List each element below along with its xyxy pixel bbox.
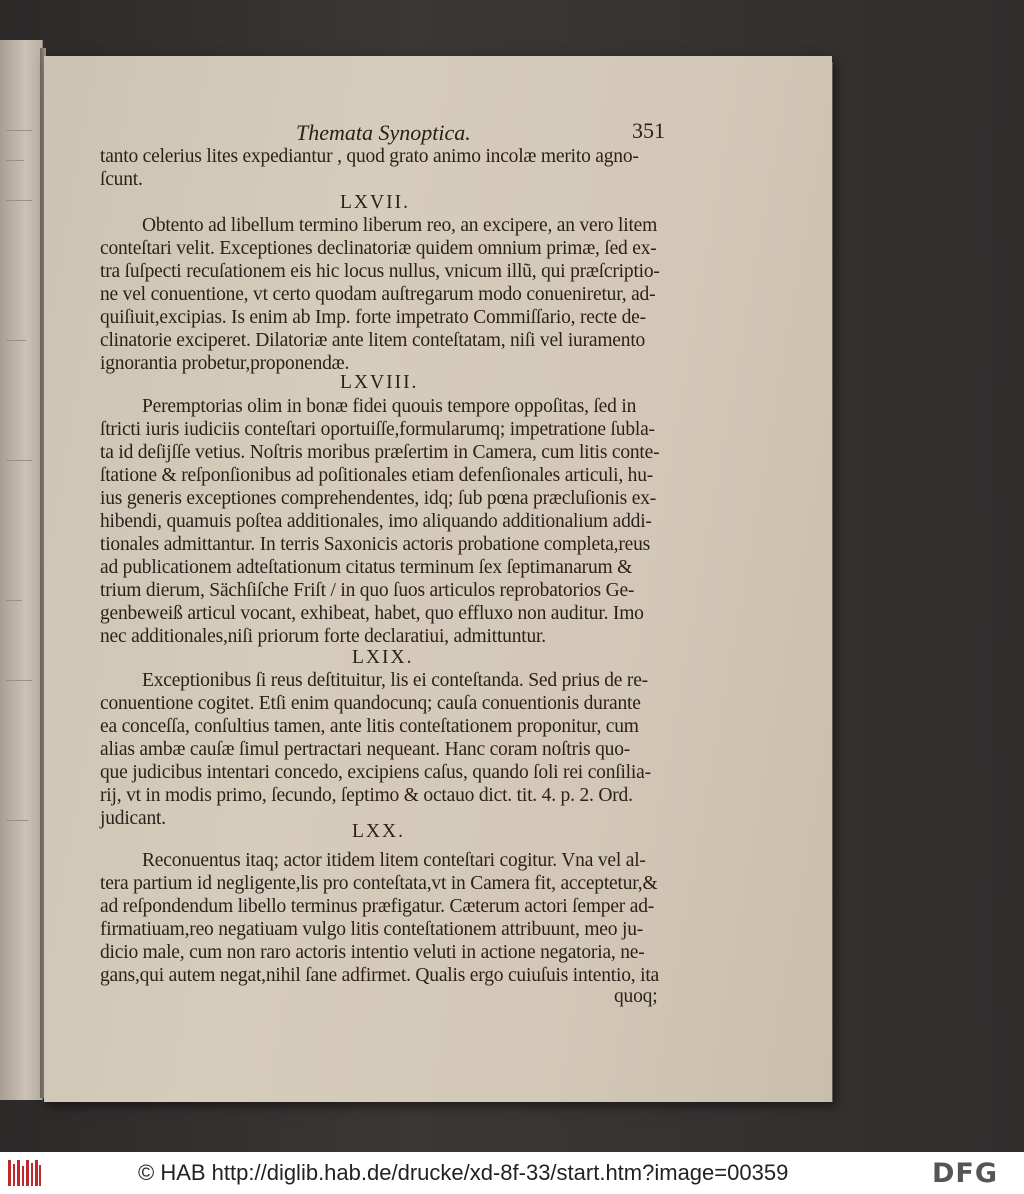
text-line: conuentione cogitet. Etſi enim quandocunq; cauſa conuentionis durante [100,693,641,714]
section-numeral: LXVIII. [340,372,419,393]
running-head: Themata Synoptica. [296,120,471,145]
text-line: conteſtari velit. Exceptiones declinatoriæ quidem omnium primæ, ſed ex- [100,238,657,259]
previous-page-edge [0,40,43,1100]
section-numeral: LXIX. [352,647,414,668]
text-line: ea conceſſa, conſultius tamen, ante litis conteſtationem proponitur, cum [100,716,639,737]
book-page [44,56,832,1102]
catchword: quoq; [614,986,658,1007]
text-line: Exceptionibus ſi reus deſtituitur, lis ei conteſtanda. Sed prius de re- [142,670,648,691]
section-numeral: LXX. [352,821,405,842]
text-line: gans,qui autem negat,nihil ſane adfirmet. Qualis ergo cuiuſuis intentio, ita [100,965,660,986]
page-number: 351 [632,118,665,143]
text-line: tionales admittantur. In terris Saxonicis actoris probatione completa,reus [100,534,651,555]
text-line: nec additionales,niſi priorum forte declaratiui, admittuntur. [100,626,546,647]
text-line: trium dierum, Sächſiſche Friſt / in quo ſuos articulos reprobatorios Ge- [100,580,635,601]
text-line: judicant. [100,808,166,829]
text-line: clinatorie exciperet. Dilatoriæ ante litem conteſtatam, niſi vel iuramento [100,330,646,351]
text-line: ta id deſijſſe vetius. Noſtris moribus præſertim in Camera, cum litis conte- [100,442,660,463]
dfg-logo: DFG [932,1158,999,1189]
text-line: dicio male, cum non raro actoris intentio veluti in actione negatoria, ne- [100,942,645,963]
text-line: que judicibus intentari concedo, excipiens caſus, quando ſoli rei conſilia- [100,762,651,783]
hab-barcode-icon [8,1160,42,1186]
text-line: ignorantia probetur,proponendæ. [100,353,350,374]
text-line: ad reſpondendum libello terminus præfigatur. Cæterum actori ſemper ad- [100,896,655,917]
text-line: genbeweiß articul vocant, exhibeat, habet, quo effluxo non auditur. Imo [100,603,644,624]
text-line: ſcunt. [100,169,143,190]
text-line: alias ambæ cauſæ ſimul pertractari nequeant. Hanc coram noſtris quo- [100,739,631,760]
footer-bar [0,1152,1024,1194]
text-line: tra ſuſpecti recuſationem eis hic locus nullus, vnicum illũ, qui præſcriptio- [100,261,660,282]
text-line: ſtatione & reſponſionibus ad poſitionales etiam defenſionales articuli, hu- [100,465,654,486]
text-line: tanto celerius lites expediantur , quod grato animo incolæ merito agno- [100,146,639,167]
text-line: Reconuentus itaq; actor itidem litem conteſtari cogitur. Vna vel al- [142,850,646,871]
section-numeral: LXVII. [340,192,410,213]
text-line: tera partium id negligente,lis pro conteſtata,vt in Camera fit, acceptetur,& [100,873,658,894]
text-line: firmatiuam,reo negatiuam vulgo litis conteſtationem attribuunt, meo ju- [100,919,644,940]
text-line: rij, vt in modis primo, ſecundo, ſeptimo & octauo dict. tit. 4. p. 2. Ord. [100,785,633,806]
text-line: ad publicationem adteſtationum citatus terminum ſex ſeptimanarum & [100,557,633,578]
text-line: Obtento ad libellum termino liberum reo, an excipere, an vero litem [142,215,658,236]
copyright-link[interactable]: © HAB http://diglib.hab.de/drucke/xd-8f-33/start.htm?image=00359 [138,1160,789,1185]
text-line: hibendi, quamuis poſtea additionales, imo aliquando additionalium addi- [100,511,652,532]
text-line: Peremptorias olim in bonæ fidei quouis tempore oppoſitas, ſed in [142,396,637,417]
text-line: ius generis exceptiones comprehendentes, idq; ſub pœna præcluſionis ex- [100,488,657,509]
text-line: ſtricti iuris iudiciis conteſtari oportuiſſe,formularumq; impetratione ſubla- [100,419,655,440]
text-line: ne vel conuentione, vt certo quodam auſtregarum modo conueniretur, ad- [100,284,656,305]
text-line: quiſiuit,excipias. Is enim ab Imp. forte impetrato Commiſſario, recte de- [100,307,646,328]
